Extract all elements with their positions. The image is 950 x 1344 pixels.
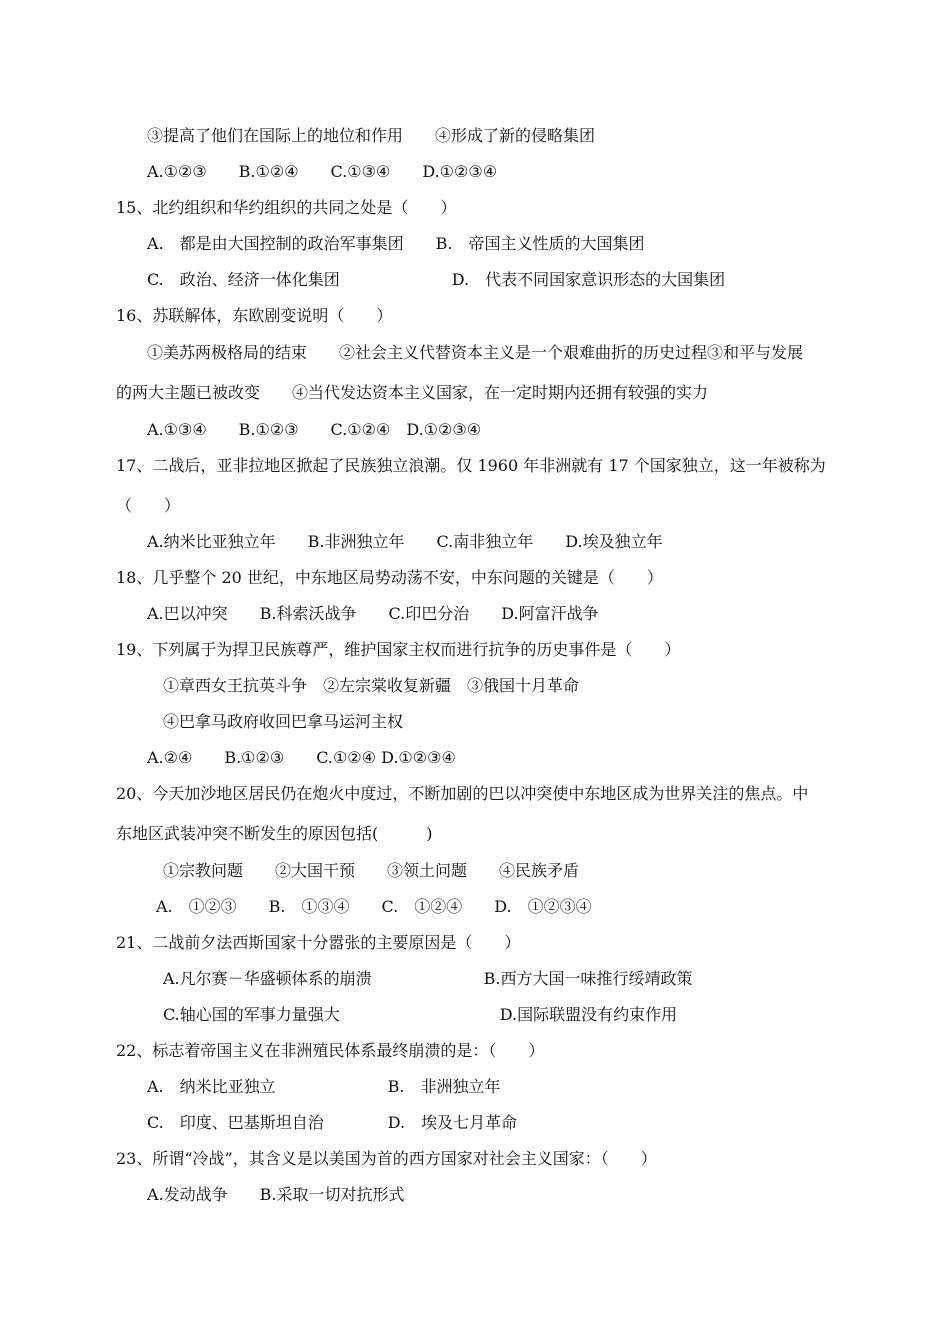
q21-choices-cd: C.轴心国的军事力量强大 D.国际联盟没有约束作用 xyxy=(163,1005,678,1024)
q15-stem: 15、北约组织和华约组织的共同之处是（ ） xyxy=(116,198,457,217)
q14-option-line-3-4: ③提高了他们在国际上的地位和作用 ④形成了新的侵略集团 xyxy=(147,126,596,145)
q23-choices-ab: A.发动战争 B.采取一切对抗形式 xyxy=(147,1185,405,1204)
q18-stem: 18、几乎整个 20 世纪，中东地区局势动荡不安，中东问题的关键是（ ） xyxy=(116,568,663,587)
q17-answer-choices: A.纳米比亚独立年 B.非洲独立年 C.南非独立年 D.埃及独立年 xyxy=(147,532,663,551)
q16-stem: 16、苏联解体，东欧剧变说明（ ） xyxy=(116,306,393,325)
q20-options: ①宗教问题 ②大国干预 ③领土问题 ④民族矛盾 xyxy=(163,861,580,880)
q22-choices-cd: C. 印度、巴基斯坦自治 D. 埃及七月革命 xyxy=(147,1113,518,1132)
q17-stem-blank: （ ） xyxy=(116,496,181,515)
q18-answer-choices: A.巴以冲突 B.科索沃战争 C.印巴分治 D.阿富汗战争 xyxy=(147,604,599,623)
q22-stem: 22、标志着帝国主义在非洲殖民体系最终崩溃的是：（ ） xyxy=(116,1041,545,1060)
q15-choices-ab: A. 都是由大国控制的政治军事集团 B. 帝国主义性质的大国集团 xyxy=(147,234,645,253)
q19-options-line2: ④巴拿马政府收回巴拿马运河主权 xyxy=(163,712,404,731)
q16-options-line2: 的两大主题已被改变 ④当代发达资本主义国家，在一定时期内还拥有较强的实力 xyxy=(116,383,709,402)
q23-stem: 23、所谓“冷战”，其含义是以美国为首的西方国家对社会主义国家：（ ） xyxy=(116,1149,657,1168)
q16-options-line1: ①美苏两极格局的结束 ②社会主义代替资本主义是一个艰难曲折的历史过程③和平与发展 xyxy=(147,343,804,362)
q22-choices-ab: A. 纳米比亚独立 B. 非洲独立年 xyxy=(147,1077,501,1096)
q20-stem-line1: 20、今天加沙地区居民仍在炮火中度过，不断加剧的巴以冲突使中东地区成为世界关注的焦点。中 xyxy=(116,784,809,803)
q21-stem: 21、二战前夕法西斯国家十分嚣张的主要原因是（ ） xyxy=(116,933,521,952)
q21-choices-ab: A.凡尔赛－华盛顿体系的崩溃 B.西方大国一味推行绥靖政策 xyxy=(163,969,693,988)
q14-answer-choices: A.①②③ B.①②④ C.①③④ D.①②③④ xyxy=(147,162,498,181)
q15-choices-cd: C. 政治、经济一体化集团 D. 代表不同国家意识形态的大国集团 xyxy=(147,270,726,289)
q19-answer-choices: A.②④ B.①②③ C.①②④ D.①②③④ xyxy=(147,748,456,767)
q17-stem: 17、二战后，亚非拉地区掀起了民族独立浪潮。仅 1960 年非洲就有 17 个国家独立，这一年被称为 xyxy=(116,456,826,475)
q16-answer-choices: A.①③④ B.①②③ C.①②④ D.①②③④ xyxy=(147,420,482,439)
q19-options-line1: ①章西女王抗英斗争 ②左宗棠收复新疆 ③俄国十月革命 xyxy=(163,676,580,695)
q19-stem: 19、下列属于为捍卫民族尊严，维护国家主权而进行抗争的历史事件是（ ） xyxy=(116,640,681,659)
q20-answer-choices: A. ①②③ B. ①③④ C. ①②④ D. ①②③④ xyxy=(156,897,592,916)
q20-stem-line2: 东地区武装冲突不断发生的原因包括( ) xyxy=(116,824,433,843)
